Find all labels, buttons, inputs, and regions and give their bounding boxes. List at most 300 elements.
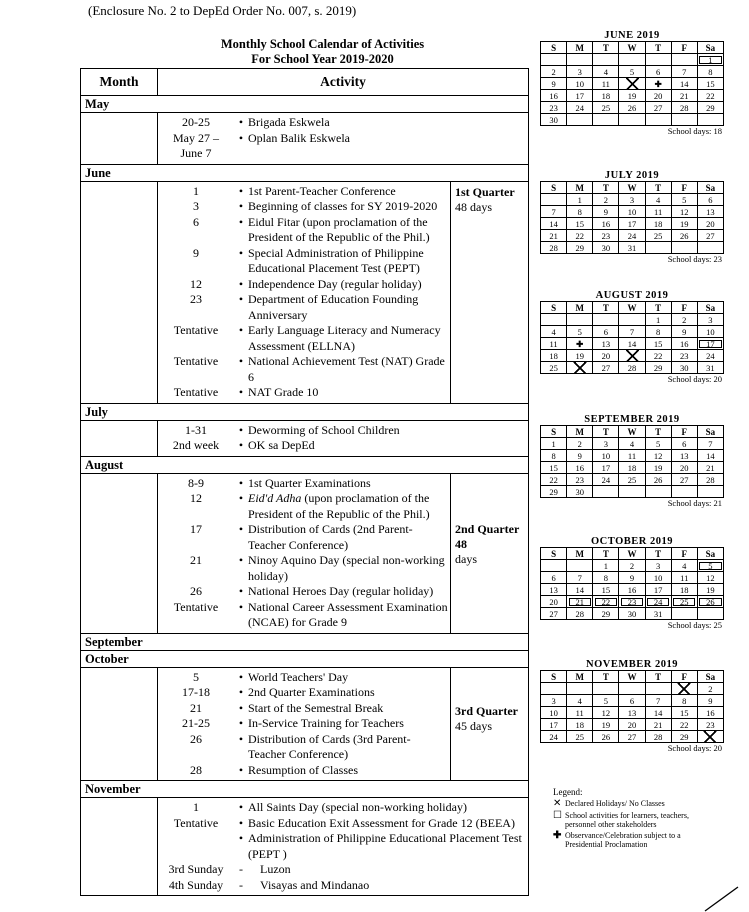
calendar-day: 14: [567, 584, 593, 596]
month-august: August: [81, 457, 528, 474]
calendar-day: [697, 242, 723, 254]
activity-date: 2nd week: [172, 438, 220, 452]
school-days-count: School days: 21: [667, 498, 722, 508]
calendar-day: [541, 54, 567, 66]
calendar-day: 8: [645, 326, 671, 338]
calendar-day: 16: [593, 218, 619, 230]
weekday-header: W: [619, 302, 645, 314]
document-title: Monthly School Calendar of Activities: [220, 37, 425, 51]
calendar-day: 5: [671, 194, 697, 206]
weekday-header: T: [645, 548, 671, 560]
calendar-day: 19: [567, 350, 593, 362]
bullet-marker: •: [238, 422, 244, 437]
calendar-day: 9: [697, 695, 723, 707]
calendar-day: 5: [645, 438, 671, 450]
calendar-day: 6: [619, 695, 645, 707]
calendar-day: 20: [671, 462, 697, 474]
calendar-day: 10: [541, 707, 567, 719]
legend-title: Legend:: [553, 787, 583, 797]
bullet-marker: •: [238, 716, 244, 730]
weekday-header: S: [541, 548, 567, 560]
weekday-header: Sa: [697, 182, 723, 194]
calendar-day: 16: [567, 462, 593, 474]
weekday-header: W: [619, 42, 645, 54]
enclosure-note: (Enclosure No. 2 to DepEd Order No. 007, s. 2019): [88, 3, 357, 18]
calendar-day: 17: [541, 719, 567, 731]
bullet-marker: •: [238, 385, 244, 399]
weekday-header: M: [567, 302, 593, 314]
weekday-header: T: [593, 426, 619, 438]
calendar-month: [540, 170, 724, 264]
document-subtitle: For School Year 2019-2020: [251, 52, 394, 66]
weekday-header: T: [645, 671, 671, 683]
calendar-day: 16: [541, 90, 567, 102]
calendar-day: 2: [593, 194, 619, 206]
calendar-day: 12: [697, 572, 723, 584]
activity-text: In-Service Training for Teachers: [248, 716, 404, 730]
dash-marker: -: [239, 877, 243, 892]
calendar-day: 27: [645, 102, 671, 114]
activity-date: 21: [190, 700, 202, 715]
calendar-day: [645, 486, 671, 498]
calendar-day: [593, 54, 619, 66]
month-november: November: [81, 781, 528, 798]
calendar-day: 6: [541, 572, 567, 584]
bullet-marker: •: [238, 800, 244, 814]
weekday-header: T: [645, 182, 671, 194]
activity-row: [158, 292, 450, 323]
calendar-day: 3: [645, 560, 671, 572]
weekday-header: F: [671, 302, 697, 314]
calendar-day: [541, 560, 567, 572]
quarter-label: 1st Quarter: [455, 184, 515, 199]
calendar-day: 13: [541, 584, 567, 596]
activity-text: Eidul Fitar (upon proclamation of the President of the Republic of the Phil.): [248, 214, 430, 244]
activity-text-rest: (upon proclamation of the President of the Republic of the Phil.): [248, 491, 430, 521]
quarter-label: 3rd Quarter: [455, 703, 518, 718]
bullet-marker: •: [238, 214, 244, 229]
activity-row: [158, 732, 450, 763]
calendar-day: [671, 114, 697, 126]
bullet-marker: •: [238, 815, 244, 830]
activity-row: [158, 878, 528, 894]
calendar-day: 24: [619, 230, 645, 242]
calendar-day: 31: [619, 242, 645, 254]
weekday-header: W: [619, 671, 645, 683]
calendar-day: 4: [593, 66, 619, 78]
calendar-day: 22: [567, 230, 593, 242]
plus-icon: ✚: [553, 830, 562, 841]
calendar-day: [645, 54, 671, 66]
weekday-header: T: [593, 302, 619, 314]
activity-row: [158, 670, 450, 686]
calendar-day: 1: [541, 438, 567, 450]
calendar-day: [671, 242, 697, 254]
calendar-day: 27: [593, 362, 619, 374]
quarter-days: 45 days: [455, 718, 492, 733]
calendar-day: [593, 314, 619, 326]
activity-text: Early Language Literacy and Numeracy Assessment (ELLNA): [248, 323, 441, 353]
weekday-header: Sa: [697, 548, 723, 560]
activity-row: [158, 438, 528, 454]
calendar-day: 11: [541, 338, 567, 350]
bullet-marker: •: [238, 183, 244, 198]
calendar-grid: [540, 181, 724, 254]
calendar-day: 31: [697, 362, 723, 374]
activity-row: [158, 862, 528, 878]
calendar-day: 24: [541, 731, 567, 743]
calendar-day: [567, 314, 593, 326]
calendar-title: JULY 2019: [604, 170, 660, 181]
activity-date: Tentative: [173, 599, 219, 614]
activity-row: [158, 146, 528, 162]
activity-text: NAT Grade 10: [248, 385, 319, 399]
calendar-day: 23: [567, 474, 593, 486]
calendar-day: 9: [567, 450, 593, 462]
calendar-day: 8: [671, 695, 697, 707]
activity-row: [158, 246, 450, 277]
holiday-day: [671, 683, 697, 695]
activity-date: 23: [190, 292, 202, 306]
calendar-day: [619, 114, 645, 126]
calendar-day: 1: [645, 314, 671, 326]
calendar-day: 25: [619, 474, 645, 486]
weekday-header: M: [567, 548, 593, 560]
weekday-header: F: [671, 426, 697, 438]
activity-text: 1st Parent-Teacher Conference: [248, 183, 396, 198]
activity-date: June 7: [180, 146, 212, 160]
weekday-header: F: [671, 548, 697, 560]
calendar-day: 8: [541, 450, 567, 462]
calendar-month: [540, 414, 724, 508]
bullet-marker: •: [238, 731, 244, 746]
school-days-count: School days: 25: [667, 620, 722, 630]
calendar-day: [645, 242, 671, 254]
calendar-day: 27: [671, 474, 697, 486]
calendar-day: 18: [593, 90, 619, 102]
calendar-grid: [540, 41, 724, 126]
calendar-title: NOVEMBER 2019: [586, 659, 678, 670]
activity-row: [158, 800, 528, 816]
activity-date: Tentative: [173, 354, 219, 368]
observance-day: [645, 78, 671, 90]
calendar-day: [593, 486, 619, 498]
activity-date: 26: [190, 731, 202, 746]
activity-day: 23: [619, 596, 645, 608]
calendar-day: 26: [645, 474, 671, 486]
calendar-day: 15: [645, 338, 671, 350]
activity-date: 3: [193, 199, 199, 213]
activity-date: 5: [193, 669, 199, 684]
activity-day: 5: [697, 560, 723, 572]
weekday-header: F: [671, 182, 697, 194]
calendar-day: 8: [697, 66, 723, 78]
activity-text: National Achievement Test (NAT) Grade 6: [248, 354, 445, 384]
weekday-header: Sa: [697, 426, 723, 438]
calendar-day: 3: [541, 695, 567, 707]
calendar-day: 14: [619, 338, 645, 350]
month-june: June: [81, 165, 528, 182]
calendar-day: 2: [671, 314, 697, 326]
legend-holiday: ✕ Declared Holidays/ No Classes: [553, 798, 665, 809]
weekday-header: T: [645, 42, 671, 54]
bullet-marker: •: [238, 762, 244, 777]
calendar-day: 30: [593, 242, 619, 254]
calendar-day: 24: [567, 102, 593, 114]
bullet-marker: •: [238, 292, 244, 306]
weekday-header: Sa: [697, 42, 723, 54]
weekday-header: M: [567, 671, 593, 683]
calendar-title: JUNE 2019: [604, 30, 660, 41]
activity-text: [248, 146, 528, 162]
activity-date: 3rd Sunday: [168, 862, 224, 876]
activity-text: Brigada Eskwela: [248, 115, 330, 129]
weekday-header: M: [567, 42, 593, 54]
calendar-day: 19: [645, 462, 671, 474]
activity-row: [158, 701, 450, 717]
calendar-day: 16: [671, 338, 697, 350]
calendar-grid: [540, 425, 724, 498]
activity-date: [158, 831, 234, 862]
legend-activity: ☐ School activities for learners, teachers, personnel other stakeholders: [553, 810, 689, 829]
calendar-day: 13: [697, 206, 723, 218]
activity-date: 26: [190, 584, 202, 598]
month-may: May: [81, 96, 528, 113]
calendar-day: [541, 314, 567, 326]
calendar-day: 17: [593, 462, 619, 474]
bullet-marker: •: [238, 276, 244, 291]
calendar-day: 13: [619, 707, 645, 719]
bullet-marker: •: [238, 553, 244, 567]
bullet-marker: •: [238, 245, 244, 260]
calendar-day: 16: [697, 707, 723, 719]
calendar-day: 17: [619, 218, 645, 230]
bullet-marker: •: [238, 475, 244, 490]
activity-text: Ninoy Aquino Day (special non-working holiday): [248, 553, 445, 583]
x-mark-icon: ✕: [553, 798, 562, 809]
calendar-grid: [540, 547, 724, 620]
activity-date: 17: [190, 522, 202, 536]
calendar-day: 11: [619, 450, 645, 462]
calendar-day: 10: [567, 78, 593, 90]
calendar-day: 18: [619, 462, 645, 474]
calendar-day: [567, 560, 593, 572]
calendar-day: [671, 486, 697, 498]
activity-date: 28: [190, 762, 202, 777]
bullet-marker: •: [238, 669, 244, 684]
calendar-day: 6: [593, 326, 619, 338]
weekday-header: S: [541, 426, 567, 438]
activity-text: Oplan Balik Eskwela: [248, 130, 350, 145]
calendar-day: 14: [671, 78, 697, 90]
calendar-day: 13: [671, 450, 697, 462]
calendar-day: [567, 114, 593, 126]
calendar-day: 9: [541, 78, 567, 90]
calendar-day: 30: [541, 114, 567, 126]
month-september: September: [81, 634, 528, 651]
calendar-day: [619, 486, 645, 498]
bullet-marker: •: [238, 199, 244, 213]
calendar-day: 21: [671, 90, 697, 102]
calendar-day: 9: [619, 572, 645, 584]
plus-icon: ✚: [654, 78, 662, 89]
activity-text: Beginning of classes for SY 2019-2020: [248, 199, 438, 213]
calendar-day: 4: [671, 560, 697, 572]
activity-text: 1st Quarter Examinations: [248, 475, 371, 490]
calendar-day: 14: [645, 707, 671, 719]
calendar-day: 29: [567, 242, 593, 254]
calendar-day: 7: [541, 206, 567, 218]
plus-icon: ✚: [576, 338, 584, 349]
calendar-day: 9: [593, 206, 619, 218]
calendar-day: 20: [619, 719, 645, 731]
activity-date: Tentative: [173, 323, 219, 337]
school-days-count: School days: 20: [667, 743, 722, 753]
calendar-day: 2: [619, 560, 645, 572]
weekday-header: W: [619, 426, 645, 438]
calendar-day: [671, 608, 697, 620]
calendar-day: [697, 608, 723, 620]
activity-date: 21-25: [182, 716, 210, 730]
activity-date: 4th Sunday: [168, 877, 224, 892]
calendar-day: 1: [593, 560, 619, 572]
calendar-day: 30: [567, 486, 593, 498]
calendar-day: 26: [619, 102, 645, 114]
calendar-day: 3: [593, 438, 619, 450]
activity-row: [158, 131, 528, 147]
calendar-day: 12: [645, 450, 671, 462]
legend: [553, 788, 715, 849]
calendar-day: 23: [697, 719, 723, 731]
calendar-day: 2: [541, 66, 567, 78]
section-june: [81, 182, 528, 404]
calendar-day: 15: [541, 462, 567, 474]
activity-row: [158, 716, 450, 732]
calendar-day: 22: [645, 350, 671, 362]
bullet-marker: •: [238, 130, 244, 145]
activity-text: Special Administration of Philippine Educational Placement Test (PEPT): [248, 245, 424, 275]
activity-row: [158, 423, 528, 439]
calendar-day: 25: [567, 731, 593, 743]
calendar-day: [593, 683, 619, 695]
weekday-header: T: [593, 42, 619, 54]
calendar-day: 2: [567, 438, 593, 450]
activity-row: [158, 553, 450, 584]
activity-text: Department of Education Founding Anniversary: [248, 292, 419, 322]
calendar-month: [540, 30, 724, 136]
activity-text: Independence Day (regular holiday): [248, 276, 422, 291]
calendar-day: 26: [593, 731, 619, 743]
activity-row: [158, 184, 450, 200]
activity-day: 26: [697, 596, 723, 608]
calendar-day: 3: [567, 66, 593, 78]
calendar-day: [645, 683, 671, 695]
calendar-day: 15: [671, 707, 697, 719]
quarter-days: 48 days: [455, 199, 492, 214]
activity-row: [158, 522, 450, 553]
activity-row: [158, 685, 450, 701]
activity-text: Distribution of Cards (2nd Parent-Teacher Conference): [248, 522, 413, 552]
holiday-day: [697, 731, 723, 743]
calendar-day: 10: [619, 206, 645, 218]
calendar-day: 18: [645, 218, 671, 230]
calendar-day: 18: [541, 350, 567, 362]
activity-date: 8-9: [188, 475, 204, 490]
calendar-day: 7: [645, 695, 671, 707]
calendar-day: 19: [697, 584, 723, 596]
bullet-marker: •: [238, 831, 244, 845]
weekday-header: W: [619, 182, 645, 194]
month-october: October: [81, 651, 528, 668]
month-july: July: [81, 404, 528, 421]
activities-table: [80, 68, 529, 896]
activity-date: 1-31: [185, 422, 207, 437]
calendar-day: 8: [567, 206, 593, 218]
calendar-day: 29: [645, 362, 671, 374]
calendar-day: 28: [697, 474, 723, 486]
section-may: [81, 113, 528, 165]
activity-day: 24: [645, 596, 671, 608]
calendar-day: 20: [541, 596, 567, 608]
activity-text: World Teachers' Day: [248, 669, 349, 684]
activity-text: Luzon: [260, 862, 291, 876]
calendar-day: 13: [593, 338, 619, 350]
school-days-count: School days: 20: [667, 374, 722, 384]
observance-day: [567, 338, 593, 350]
calendar-day: 24: [593, 474, 619, 486]
activity-row: [158, 816, 528, 832]
bullet-marker: •: [238, 438, 244, 452]
weekday-header: Sa: [697, 302, 723, 314]
weekday-header: T: [645, 426, 671, 438]
activity-date: 12: [190, 491, 202, 505]
activity-row: [158, 831, 528, 862]
weekday-header: T: [593, 182, 619, 194]
calendar-day: 25: [593, 102, 619, 114]
activity-text: Distribution of Cards (3rd Parent-Teacher Conference): [248, 731, 411, 761]
activity-header: Activity: [320, 74, 366, 89]
calendar-day: 29: [593, 608, 619, 620]
activity-date: 6: [193, 214, 199, 229]
school-days-count: School days: 18: [667, 126, 722, 136]
activity-day: 25: [671, 596, 697, 608]
weekday-header: S: [541, 42, 567, 54]
calendar-day: 4: [541, 326, 567, 338]
weekday-header: M: [567, 426, 593, 438]
activity-text: Resumption of Classes: [248, 762, 358, 777]
calendar-month: [540, 290, 724, 384]
calendar-day: 27: [697, 230, 723, 242]
activity-text: National Heroes Day (regular holiday): [248, 584, 434, 598]
activity-row: [158, 354, 450, 385]
quarter-3: [451, 668, 528, 781]
calendar-day: 6: [697, 194, 723, 206]
activity-text: Start of the Semestral Break: [248, 700, 384, 715]
calendar-day: 29: [541, 486, 567, 498]
calendar-day: 7: [619, 326, 645, 338]
calendar-month: [540, 659, 724, 753]
calendar-day: 11: [593, 78, 619, 90]
calendar-day: [671, 54, 697, 66]
calendar-day: 17: [645, 584, 671, 596]
table-header: [81, 69, 528, 96]
calendar-day: 21: [645, 719, 671, 731]
signature-stroke: [700, 885, 749, 912]
calendar-day: 10: [645, 572, 671, 584]
quarter-2: [451, 474, 528, 633]
calendar-day: 1: [567, 194, 593, 206]
weekday-header: S: [541, 302, 567, 314]
